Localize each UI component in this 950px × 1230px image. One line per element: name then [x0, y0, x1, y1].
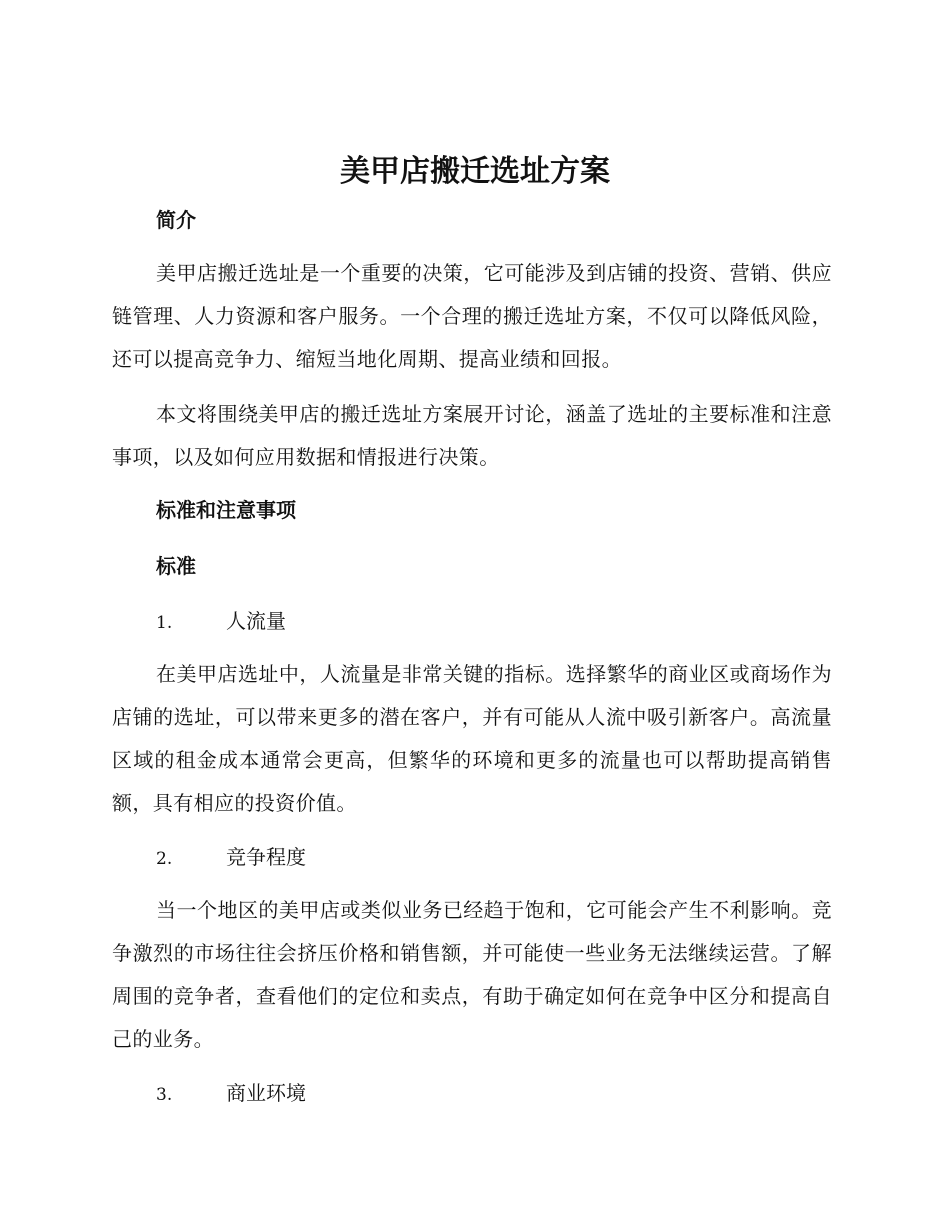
list-number: 2.	[156, 849, 173, 869]
list-number: 3.	[156, 1085, 173, 1105]
intro-heading: 简介	[156, 208, 196, 232]
list-item-2	[156, 842, 756, 874]
list-title: 人流量	[226, 609, 286, 633]
list-number: 1.	[156, 613, 173, 633]
item-2-paragraph: 当一个地区的美甲店或类似业务已经趋于饱和，它可能会产生不利影响。竞争激烈的市场往往会挤压价格和销售额，并可能使一些业务无法继续运营。了解周围的竞争者，查看他们的定位和卖点，有助于确定如何在竞争中区分和提高自己的业务。	[112, 898, 832, 1051]
item-1-paragraph: 在美甲店选址中，人流量是非常关键的指标。选择繁华的商业区或商场作为店铺的选址，可以带来更多的潜在客户，并有可能从人流中吸引新客户。高流量区域的租金成本通常会更高，但繁华的环境和更多的流量也可以帮助提高销售额，具有相应的投资价值。	[112, 662, 832, 815]
list-title: 竞争程度	[226, 845, 306, 869]
intro-paragraph-1: 美甲店搬迁选址是一个重要的决策，它可能涉及到店铺的投资、营销、供应链管理、人力资源和客户服务。一个合理的搬迁选址方案，不仅可以降低风险，还可以提高竞争力、缩短当地化周期、提高业绩和回报。	[112, 261, 832, 371]
list-title: 商业环境	[226, 1081, 306, 1105]
document-title: 美甲店搬迁选址方案	[340, 154, 610, 189]
list-item-1	[156, 606, 756, 638]
list-item-3	[156, 1078, 756, 1110]
subsection-heading: 标准	[156, 554, 196, 578]
section-heading: 标准和注意事项	[156, 498, 296, 522]
intro-paragraph-2: 本文将围绕美甲店的搬迁选址方案展开讨论，涵盖了选址的主要标准和注意事项，以及如何应用数据和情报进行决策。	[112, 402, 832, 469]
